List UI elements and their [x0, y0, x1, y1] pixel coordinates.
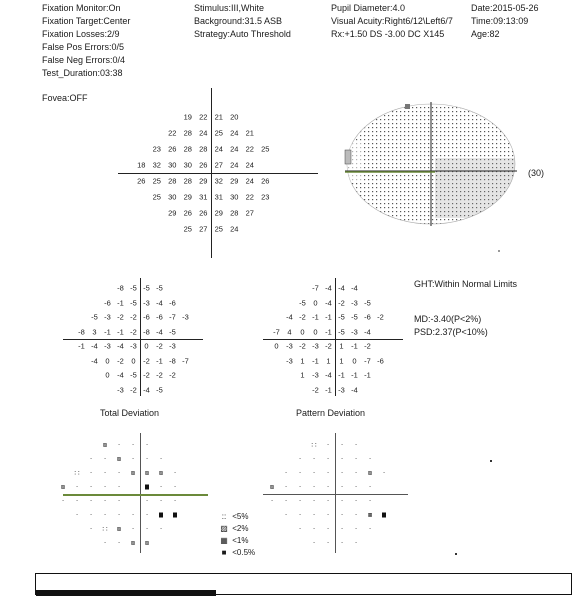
p-dot-icon: · — [340, 455, 344, 463]
threshold-value: 27 — [245, 208, 254, 218]
pupil-diameter: Pupil Diameter:4.0 — [331, 3, 406, 13]
threshold-value: 30 — [183, 160, 192, 170]
solid-square-icon: ■ — [221, 548, 227, 557]
total-dev-value: -4 — [117, 370, 124, 380]
pattern-dev-value: -2 — [312, 385, 319, 395]
total-dev-value: -2 — [117, 312, 124, 322]
threshold-value: 27 — [214, 160, 223, 170]
p-hatch-icon: ▨ — [145, 469, 149, 477]
p-dot-icon: · — [354, 525, 358, 533]
bottom-fill-strip — [36, 590, 216, 596]
pattern-dev-value: 1 — [300, 370, 305, 380]
total-dev-value: -4 — [91, 356, 98, 366]
threshold-value: 20 — [230, 112, 239, 122]
p-dot-icon: · — [89, 469, 93, 477]
threshold-value: 25 — [214, 224, 223, 234]
total-dev-value: -3 — [117, 385, 124, 395]
total-dev-value: -8 — [169, 356, 176, 366]
pattern-dev-value: 1 — [326, 356, 331, 366]
total-dev-value: -5 — [130, 370, 137, 380]
threshold-value: 28 — [168, 176, 177, 186]
threshold-value: 22 — [168, 128, 177, 138]
total-dev-value: -6 — [169, 298, 176, 308]
p-dot-icon: · — [159, 483, 163, 491]
pattern-dev-value: 0 — [352, 356, 357, 366]
pattern-dev-value: -3 — [286, 356, 293, 366]
pattern-dev-value: -4 — [364, 327, 371, 337]
total-dev-value: -8 — [78, 327, 85, 337]
threshold-value: 26 — [199, 208, 208, 218]
total-dev-value: -2 — [117, 356, 124, 366]
pattern-dev-value: 1 — [339, 341, 344, 351]
p-dot-icon: · — [312, 525, 316, 533]
rx: Rx:+1.50 DS -3.00 DC X145 — [331, 29, 445, 39]
threshold-value: 24 — [230, 224, 239, 234]
pattern-dev-value: -5 — [338, 312, 345, 322]
total-dev-value: -1 — [104, 327, 111, 337]
threshold-value: 31 — [214, 192, 223, 202]
threshold-value: 22 — [245, 144, 254, 154]
fixation-monitor: Fixation Monitor:On — [42, 3, 121, 13]
pattern-dev-value: -4 — [325, 283, 332, 293]
pattern-dev-value: -6 — [377, 356, 384, 366]
total-dev-value: -8 — [117, 283, 124, 293]
total-dev-value: -5 — [91, 312, 98, 322]
threshold-value: 18 — [137, 160, 146, 170]
p-dot-icon: · — [284, 497, 288, 505]
threshold-value: 23 — [152, 144, 161, 154]
pattern-dev-value: 1 — [300, 356, 305, 366]
p-dot-icon: · — [326, 539, 330, 547]
threshold-value: 28 — [183, 128, 192, 138]
p-dot-icon: · — [284, 511, 288, 519]
total-dev-value: -2 — [156, 370, 163, 380]
pattern-dev-value: -4 — [325, 298, 332, 308]
p-dot-icon: · — [326, 455, 330, 463]
pattern-dev-value: -1 — [364, 370, 371, 380]
p-hatch-icon: ▨ — [159, 469, 163, 477]
p-dot-icon: · — [354, 483, 358, 491]
total-dev-value: -2 — [130, 312, 137, 322]
total-dev-value: -3 — [130, 341, 137, 351]
p-hatch-icon: ▨ — [131, 539, 135, 547]
total-dev-value: -2 — [143, 356, 150, 366]
total-dev-value: -3 — [182, 312, 189, 322]
threshold-value: 30 — [168, 160, 177, 170]
md-result: MD:-3.40(P<2%) — [414, 314, 482, 324]
total-dev-value: -2 — [130, 385, 137, 395]
pattern-dev-value: -2 — [364, 341, 371, 351]
p-dot-icon: · — [117, 539, 121, 547]
speck — [498, 250, 500, 252]
p-dot-icon: · — [312, 469, 316, 477]
p-dot-icon: · — [159, 497, 163, 505]
pattern-dev-value: -1 — [351, 370, 358, 380]
pattern-dev-value: -1 — [312, 356, 319, 366]
threshold-value: 28 — [183, 144, 192, 154]
total-dev-value: -7 — [169, 312, 176, 322]
p-hatch-icon: ▨ — [131, 469, 135, 477]
pattern-dev-value: -2 — [325, 341, 332, 351]
time: Time:09:13:09 — [471, 16, 529, 26]
legend-row-2: ▨ <2% — [218, 523, 255, 535]
total-dev-value: 0 — [144, 341, 149, 351]
threshold-value: 29 — [214, 208, 223, 218]
pattern-dev-value: 4 — [287, 327, 292, 337]
p-dot-icon: · — [326, 469, 330, 477]
pattern-dev-value: -1 — [312, 312, 319, 322]
p-hatch-icon: ▨ — [61, 483, 65, 491]
p-dot-icon: · — [145, 497, 149, 505]
speck — [455, 553, 457, 555]
pattern-dev-value: -2 — [299, 341, 306, 351]
p-dot-icon: · — [117, 441, 121, 449]
total-dev-value: -4 — [91, 341, 98, 351]
pattern-dev-value: 1 — [339, 356, 344, 366]
p-dot-icon: · — [145, 511, 149, 519]
p-dot-icon: · — [103, 483, 107, 491]
p-dot-icon: · — [354, 469, 358, 477]
threshold-value: 26 — [261, 176, 270, 186]
p-dot-icon: · — [354, 441, 358, 449]
threshold-value: 26 — [168, 144, 177, 154]
p-dot-icon: · — [354, 497, 358, 505]
p-dot-icon: · — [131, 511, 135, 519]
pattern-dev-value: -1 — [351, 341, 358, 351]
p-dot-icon: · — [298, 483, 302, 491]
strategy: Strategy:Auto Threshold — [194, 29, 291, 39]
total-dev-value: 0 — [105, 370, 110, 380]
pattern-dev-value: -6 — [364, 312, 371, 322]
p-hatch-icon: ▨ — [145, 539, 149, 547]
total-dev-value: -5 — [130, 283, 137, 293]
total-dev-value: -3 — [143, 298, 150, 308]
p-solid-icon — [382, 513, 386, 518]
threshold-value: 29 — [199, 176, 208, 186]
p-dot-icon: · — [326, 525, 330, 533]
threshold-value: 24 — [199, 128, 208, 138]
p-dot-icon: · — [284, 469, 288, 477]
false-neg-errors: False Neg Errors:0/4 — [42, 55, 126, 65]
threshold-value: 28 — [199, 144, 208, 154]
pattern-prob-v-axis — [335, 433, 336, 553]
p-dot-icon: · — [89, 511, 93, 519]
p-dot-icon: · — [354, 455, 358, 463]
p-dot-icon: · — [298, 497, 302, 505]
total-dev-value: -2 — [130, 327, 137, 337]
total-dev-value: -2 — [169, 370, 176, 380]
p-dot-icon: · — [89, 497, 93, 505]
pattern-dev-value: -2 — [377, 312, 384, 322]
p-dot-icon: · — [340, 539, 344, 547]
total-dev-value: 0 — [105, 356, 110, 366]
threshold-value: 24 — [214, 144, 223, 154]
total-dev-value: -1 — [156, 356, 163, 366]
p-dot-icon: · — [117, 511, 121, 519]
p-dot-icon: · — [131, 455, 135, 463]
total-dev-value: -5 — [143, 283, 150, 293]
p-dot-icon: · — [89, 525, 93, 533]
p-dot-icon: · — [312, 455, 316, 463]
pattern-dev-value: -3 — [312, 370, 319, 380]
p-dot-icon: · — [382, 469, 386, 477]
p-dot-icon: · — [368, 455, 372, 463]
speck — [490, 460, 492, 462]
pattern-dev-value: 0 — [313, 327, 318, 337]
pattern-dev-value: -1 — [325, 327, 332, 337]
pattern-dev-value: -1 — [338, 370, 345, 380]
threshold-value: 25 — [261, 144, 270, 154]
p-dot-icon: · — [298, 469, 302, 477]
p-dot-icon: · — [298, 455, 302, 463]
threshold-value: 22 — [199, 112, 208, 122]
p-hatch-icon: ▨ — [117, 455, 121, 463]
legend-row-05: ■ <0.5% — [218, 547, 255, 559]
p-hatch-icon: ▨ — [103, 441, 107, 449]
pattern-dev-value: -4 — [338, 283, 345, 293]
total-dev-value: -6 — [156, 312, 163, 322]
p-dot-icon: :: — [73, 469, 81, 477]
threshold-value: 25 — [214, 128, 223, 138]
ght-result: GHT:Within Normal Limits — [414, 279, 518, 289]
total-dev-value: -6 — [143, 312, 150, 322]
p-dot-icon: · — [340, 525, 344, 533]
p-hatch-icon: ▨ — [117, 525, 121, 533]
pattern-dev-value: 0 — [274, 341, 279, 351]
threshold-value: 29 — [168, 208, 177, 218]
p-dot-icon: · — [312, 539, 316, 547]
pattern-dev-value: -3 — [286, 341, 293, 351]
probability-legend — [218, 511, 255, 559]
p-hatch-icon: ▨ — [270, 483, 274, 491]
p-dot-icon: · — [173, 469, 177, 477]
p-dot-icon: · — [340, 497, 344, 505]
pattern-dev-value: -5 — [338, 327, 345, 337]
p-dot-icon: · — [131, 525, 135, 533]
p-dot-icon: · — [354, 539, 358, 547]
pattern-dev-value: -4 — [351, 385, 358, 395]
threshold-value: 26 — [199, 160, 208, 170]
legend-row-1: ▦ <1% — [218, 535, 255, 547]
total-dev-value: -1 — [117, 327, 124, 337]
p-dot-icon: · — [312, 483, 316, 491]
p-dot-icon: · — [75, 511, 79, 519]
p-dot-icon: · — [75, 483, 79, 491]
p-dot-icon: · — [298, 511, 302, 519]
p-dense-icon: ▦ — [368, 511, 372, 519]
p-dot-icon: · — [117, 483, 121, 491]
threshold-value: 21 — [245, 128, 254, 138]
threshold-value: 25 — [152, 192, 161, 202]
threshold-value: 21 — [214, 112, 223, 122]
p-hatch-icon: ▨ — [368, 469, 372, 477]
legend-row-5: :: <5% — [218, 511, 255, 523]
pattern-dev-value: -4 — [325, 370, 332, 380]
p-dot-icon: · — [270, 497, 274, 505]
pattern-dev-value: -5 — [364, 298, 371, 308]
threshold-value: 25 — [183, 224, 192, 234]
p-dot-icon: · — [368, 483, 372, 491]
total-dev-value: -5 — [130, 298, 137, 308]
p-dot-icon: · — [131, 441, 135, 449]
p-dot-icon: · — [159, 525, 163, 533]
p-dot-icon: · — [75, 497, 79, 505]
p-dot-icon: · — [103, 511, 107, 519]
p-dot-icon: · — [145, 455, 149, 463]
pattern-dev-value: -7 — [312, 283, 319, 293]
pattern-dev-value: -7 — [273, 327, 280, 337]
fovea-label: Fovea:OFF — [42, 93, 88, 103]
total-dev-value: -2 — [143, 370, 150, 380]
pattern-dev-value: -4 — [286, 312, 293, 322]
p-dot-icon: · — [61, 497, 65, 505]
threshold-value: 24 — [230, 144, 239, 154]
background: Background:31.5 ASB — [194, 16, 283, 26]
threshold-value: 32 — [152, 160, 161, 170]
total-dev-value: -1 — [117, 298, 124, 308]
threshold-value: 19 — [183, 112, 192, 122]
threshold-value: 32 — [214, 176, 223, 186]
total-deviation-title: Total Deviation — [100, 408, 160, 418]
threshold-value: 26 — [137, 176, 146, 186]
false-pos-errors: False Pos Errors:0/5 — [42, 42, 125, 52]
fixation-losses: Fixation Losses:2/9 — [42, 29, 120, 39]
threshold-value: 28 — [183, 176, 192, 186]
pattern-dev-value: -1 — [325, 312, 332, 322]
pattern-deviation-title: Pattern Deviation — [296, 408, 366, 418]
p-dot-icon: · — [89, 483, 93, 491]
pattern-dev-value: 0 — [313, 298, 318, 308]
p-dot-icon: · — [103, 497, 107, 505]
p-dot-icon: · — [117, 497, 121, 505]
p-dot-icon: · — [298, 525, 302, 533]
p-dot-icon: · — [145, 441, 149, 449]
p-dot-icon: · — [103, 469, 107, 477]
total-dev-value: -2 — [156, 341, 163, 351]
threshold-value: 23 — [261, 192, 270, 202]
threshold-value: 24 — [245, 160, 254, 170]
p-dot-icon: :: — [310, 441, 318, 449]
pattern-dev-value: 0 — [300, 327, 305, 337]
p-dot-icon: · — [326, 511, 330, 519]
total-dev-value: 3 — [92, 327, 97, 337]
pattern-prob-h-axis — [263, 494, 408, 495]
psd-result: PSD:2.37(P<10%) — [414, 327, 488, 337]
threshold-value: 29 — [230, 176, 239, 186]
p-dot-icon: · — [173, 483, 177, 491]
p-dot-icon: · — [326, 483, 330, 491]
p-dot-icon: · — [312, 497, 316, 505]
total-dev-value: -3 — [169, 341, 176, 351]
dense-square-icon: ▦ — [220, 536, 228, 545]
total-dev-value: -4 — [117, 341, 124, 351]
total-dev-value: -5 — [156, 283, 163, 293]
total-dev-value: -1 — [78, 341, 85, 351]
total-dev-value: -4 — [143, 385, 150, 395]
pattern-dev-value: -7 — [364, 356, 371, 366]
p-dot-icon: · — [117, 469, 121, 477]
total-dev-value: -5 — [169, 327, 176, 337]
p-dot-icon: · — [103, 539, 107, 547]
threshold-value: 30 — [168, 192, 177, 202]
age: Age:82 — [471, 29, 500, 39]
p-dot-icon: · — [103, 455, 107, 463]
threshold-value: 29 — [183, 192, 192, 202]
total-dev-value: -3 — [104, 341, 111, 351]
hatched-square-icon: ▨ — [220, 524, 228, 533]
threshold-value: 24 — [230, 160, 239, 170]
p-dot-icon: · — [173, 497, 177, 505]
total-dev-value: -5 — [156, 385, 163, 395]
threshold-value: 27 — [199, 224, 208, 234]
pattern-dev-value: -2 — [299, 312, 306, 322]
p-dot-icon: · — [368, 525, 372, 533]
p-dot-icon: · — [159, 455, 163, 463]
pattern-dev-value: -3 — [351, 327, 358, 337]
threshold-value: 30 — [230, 192, 239, 202]
p-dot-icon: · — [368, 497, 372, 505]
visual-acuity: Visual Acuity:Right6/12\Left6/7 — [331, 16, 453, 26]
pattern-dev-value: -3 — [338, 385, 345, 395]
p-dot-icon: · — [89, 455, 93, 463]
p-dot-icon: · — [354, 511, 358, 519]
p-dot-icon: · — [326, 441, 330, 449]
total-dev-value: -4 — [156, 298, 163, 308]
pattern-dev-value: -3 — [351, 298, 358, 308]
pattern-dev-value: -5 — [299, 298, 306, 308]
pattern-dev-value: -2 — [338, 298, 345, 308]
threshold-value: 22 — [245, 192, 254, 202]
total-dev-value: -7 — [182, 356, 189, 366]
total-dev-value: -4 — [156, 327, 163, 337]
p-dot-icon: · — [326, 497, 330, 505]
threshold-value: 24 — [245, 176, 254, 186]
stimulus: Stimulus:III,White — [194, 3, 265, 13]
pattern-dev-value: -1 — [325, 385, 332, 395]
threshold-value: 25 — [152, 176, 161, 186]
p-dot-icon: · — [340, 511, 344, 519]
greyscale-scale-label: (30) — [528, 168, 545, 178]
total-dev-value: -3 — [104, 312, 111, 322]
p-dot-icon: · — [312, 511, 316, 519]
total-dev-value: 0 — [131, 356, 136, 366]
threshold-value: 31 — [199, 192, 208, 202]
p-dot-icon: · — [340, 441, 344, 449]
threshold-value: 26 — [183, 208, 192, 218]
bottom-frame — [35, 573, 572, 595]
p-dot-icon: · — [145, 525, 149, 533]
fixation-target: Fixation Target:Center — [42, 16, 131, 26]
p-dot-icon: · — [340, 483, 344, 491]
total-dev-value: -6 — [104, 298, 111, 308]
pattern-dev-value: -5 — [351, 312, 358, 322]
p-dot-icon: :: — [101, 525, 109, 533]
pattern-dev-value: -3 — [312, 341, 319, 351]
p-dot-icon: · — [284, 483, 288, 491]
test-duration: Test_Duration:03:38 — [42, 68, 123, 78]
dotted-square-icon: :: — [221, 512, 227, 521]
total-dev-value: -8 — [143, 327, 150, 337]
pattern-dev-value: -4 — [351, 283, 358, 293]
p-dot-icon: · — [340, 469, 344, 477]
date: Date:2015-05-26 — [471, 3, 539, 13]
threshold-value: 24 — [230, 128, 239, 138]
threshold-value: 28 — [230, 208, 239, 218]
